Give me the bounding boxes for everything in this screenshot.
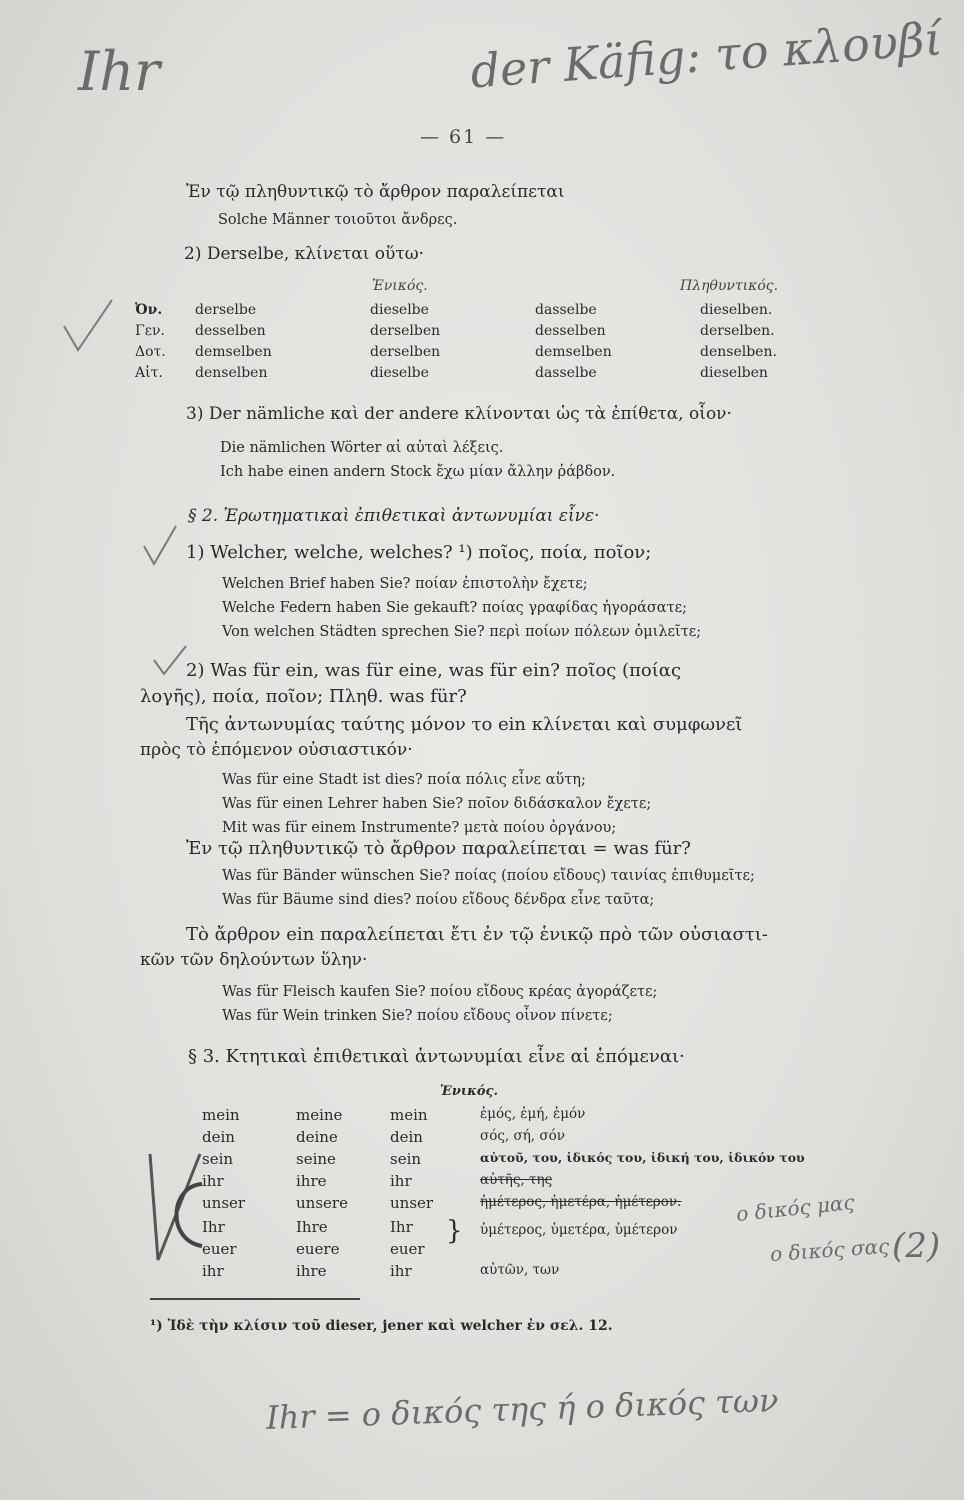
table-cell: Ihr — [390, 1218, 413, 1236]
example-line: Was für eine Stadt ist dies? ποία πόλις εἶνε αὕτη; — [222, 772, 586, 788]
table-row — [135, 344, 835, 364]
table-cell: desselben — [535, 323, 606, 339]
section-heading: 2) Derselbe, κλίνεται οὕτω· — [184, 244, 425, 264]
example-line: Was für Bänder wünschen Sie? ποίας (ποίου εἴδους) ταινίας ἐπιθυμεῖτε; — [222, 868, 755, 884]
example-line: Ich habe einen andern Stock ἔχω μίαν ἄλλην ῥάβδον. — [220, 464, 616, 480]
table-cell: dasselbe — [535, 302, 597, 318]
table-row — [135, 323, 835, 343]
table-cell: dieselben — [700, 365, 768, 381]
example-line: Solche Männer τοιοῦτοι ἄνδρες. — [218, 212, 458, 228]
table-cell: Ihre — [296, 1218, 328, 1236]
example-line: Mit was für einem Instrumente? μετὰ ποίου ὀργάνου; — [222, 820, 617, 836]
table-cell: ihre — [296, 1262, 327, 1280]
example-line: Was für Fleisch kaufen Sie? ποίου εἴδους κρέας ἀγοράζετε; — [222, 984, 658, 1000]
text-line: Ἐν τῷ πληθυντικῷ τὸ ἄρθρον παραλείπεται — [186, 182, 565, 202]
table-cell: sein — [202, 1150, 234, 1168]
text-line: λογῆς), ποία, ποῖον; Πληθ. was für? — [140, 686, 467, 707]
table-cell: euer — [202, 1240, 237, 1258]
table-row — [202, 1172, 822, 1194]
table-row — [202, 1128, 822, 1150]
table-cell: seine — [296, 1150, 336, 1168]
table-cell: unser — [202, 1194, 246, 1212]
handwritten-note-right: ο δικός σας — [769, 1233, 891, 1267]
table-cell: dieselbe — [370, 365, 429, 381]
table-cell: αὐτοῦ, του, ἰδικός του, ἰδική του, ἰδικόν του — [480, 1150, 805, 1165]
table-cell: ihr — [202, 1262, 224, 1280]
example-line: Was für einen Lehrer haben Sie? ποῖον διδάσκαλον ἔχετε; — [222, 796, 652, 812]
column-heading-singular: Ἑνικός. — [440, 1084, 498, 1099]
column-heading-singular: Ἑνικός. — [372, 278, 428, 294]
check-mark-icon — [140, 520, 180, 570]
table-cell: demselben — [535, 344, 612, 360]
case-label: Ὀν. — [135, 302, 163, 318]
example-line: Was für Bäume sind dies? ποίου εἴδους δένδρα εἶνε ταῦτα; — [222, 892, 655, 908]
table-cell: ὑμέτερος, ὑμετέρα, ὑμέτερον — [480, 1222, 678, 1238]
section-heading: 3) Der nämliche καὶ der andere κλίνονται ὡς τὰ ἐπίθετα, οἷον· — [186, 404, 732, 424]
table-cell: desselben — [195, 323, 266, 339]
example-line: Die nämlichen Wörter αἱ αὐταὶ λέξεις. — [220, 440, 504, 456]
table-cell: mein — [390, 1106, 428, 1124]
text-line: πρὸς τὸ ἑπόμενον οὐσιαστικόν· — [140, 740, 413, 760]
table-cell: ἡμέτερος, ἡμετέρα, ἡμέτερον. — [480, 1194, 682, 1210]
table-cell: dieselbe — [370, 302, 429, 318]
table-cell: derselbe — [195, 302, 257, 318]
table-row — [202, 1194, 822, 1216]
section-heading: § 3. Κτητικαὶ ἐπιθετικαὶ ἀντωνυμίαι εἶνε αἱ ἑπόμεναι· — [188, 1046, 685, 1067]
handwritten-note-top-left: Ihr — [78, 40, 160, 103]
table-cell: dasselbe — [535, 365, 597, 381]
example-line: Von welchen Städten sprechen Sie? περὶ ποίων πόλεων ὁμιλεῖτε; — [222, 624, 702, 640]
section-heading: 1) Welcher, welche, welches? ¹) ποῖος, ποία, ποῖον; — [186, 542, 652, 563]
text-line: Τῆς ἀντωνυμίας ταύτης μόνον το ein κλίνεται καὶ συμφωνεῖ — [186, 714, 743, 735]
table-cell: σός, σή, σόν — [480, 1128, 565, 1144]
table-cell: demselben — [195, 344, 272, 360]
table-cell: dein — [202, 1128, 235, 1146]
table-cell: unser — [390, 1194, 434, 1212]
handwritten-bracket-icon — [140, 1150, 210, 1270]
handwritten-note-bottom: Ihr = ο δικός της ή ο δικός των — [265, 1381, 779, 1437]
check-mark-icon — [60, 296, 120, 356]
check-mark-icon — [150, 640, 190, 680]
table-cell: mein — [202, 1106, 240, 1124]
column-heading-plural: Πληθυντικός. — [680, 278, 779, 294]
example-line: Welche Federn haben Sie gekauft? ποίας γραφίδας ἠγοράσατε; — [222, 600, 687, 616]
table-cell: derselben. — [700, 323, 775, 339]
table-cell: ihr — [390, 1262, 412, 1280]
table-row — [135, 365, 835, 385]
table-row — [202, 1106, 822, 1128]
example-line: Was für Wein trinken Sie? ποίου εἴδους οἶνον πίνετε; — [222, 1008, 613, 1024]
table-cell: derselben — [370, 323, 441, 339]
table-cell: αὐτῶν, των — [480, 1262, 560, 1278]
footnote: ¹) Ἰδὲ τὴν κλίσιν τοῦ dieser, jener καὶ welcher ἐν σελ. 12. — [150, 1318, 613, 1334]
table-cell: deine — [296, 1128, 338, 1146]
handwritten-note-top-right: der Käfig: το κλουβί — [468, 11, 945, 99]
table-row — [202, 1150, 822, 1172]
table-cell: dieselben. — [700, 302, 773, 318]
table-cell: meine — [296, 1106, 343, 1124]
section-heading: 2) Was für ein, was für eine, was für ein? ποῖος (ποίας — [186, 660, 682, 681]
table-cell: denselben. — [700, 344, 777, 360]
section-heading: § 2. Ἐρωτηματικαὶ ἐπιθετικαὶ ἀντωνυμίαι εἶνε· — [188, 506, 600, 526]
table-row — [202, 1262, 822, 1284]
table-cell: αὐτῆς, της — [480, 1172, 553, 1188]
table-cell: ihre — [296, 1172, 327, 1190]
page-number: — 61 — — [420, 126, 507, 148]
text-line: κῶν τῶν δηλούντων ὕλην· — [140, 950, 368, 970]
handwritten-note-right: ο δικός μας — [735, 1189, 856, 1227]
text-line: Ἐν τῷ πληθυντικῷ τὸ ἄρθρον παραλείπεται = was für? — [186, 838, 691, 859]
footnote-divider — [150, 1298, 360, 1300]
table-cell: euere — [296, 1240, 340, 1258]
table-cell: Ihr — [202, 1218, 225, 1236]
table-cell: euer — [390, 1240, 425, 1258]
table-cell: denselben — [195, 365, 268, 381]
table-row — [135, 302, 835, 322]
table-cell: sein — [390, 1150, 422, 1168]
example-line: Welchen Brief haben Sie? ποίαν ἐπιστολὴν ἔχετε; — [222, 576, 588, 592]
brace-symbol: } — [446, 1216, 463, 1246]
table-cell: dein — [390, 1128, 423, 1146]
declension-table — [135, 302, 835, 392]
case-label: Δοτ. — [135, 344, 166, 360]
table-cell: derselben — [370, 344, 441, 360]
table-cell: unsere — [296, 1194, 348, 1212]
possessive-table — [202, 1106, 822, 1286]
table-cell: ihr — [390, 1172, 412, 1190]
table-cell: ihr — [202, 1172, 224, 1190]
handwritten-note-right: (2) — [892, 1226, 941, 1266]
table-cell: ἐμός, ἐμή, ἐμόν — [480, 1106, 586, 1122]
table-row — [202, 1216, 822, 1246]
text-line: Τὸ ἄρθρον ein παραλείπεται ἔτι ἐν τῷ ἑνικῷ πρὸ τῶν οὐσιαστι- — [186, 924, 768, 945]
case-label: Αἰτ. — [135, 365, 163, 381]
case-label: Γεν. — [135, 323, 165, 339]
table-row — [202, 1240, 822, 1262]
